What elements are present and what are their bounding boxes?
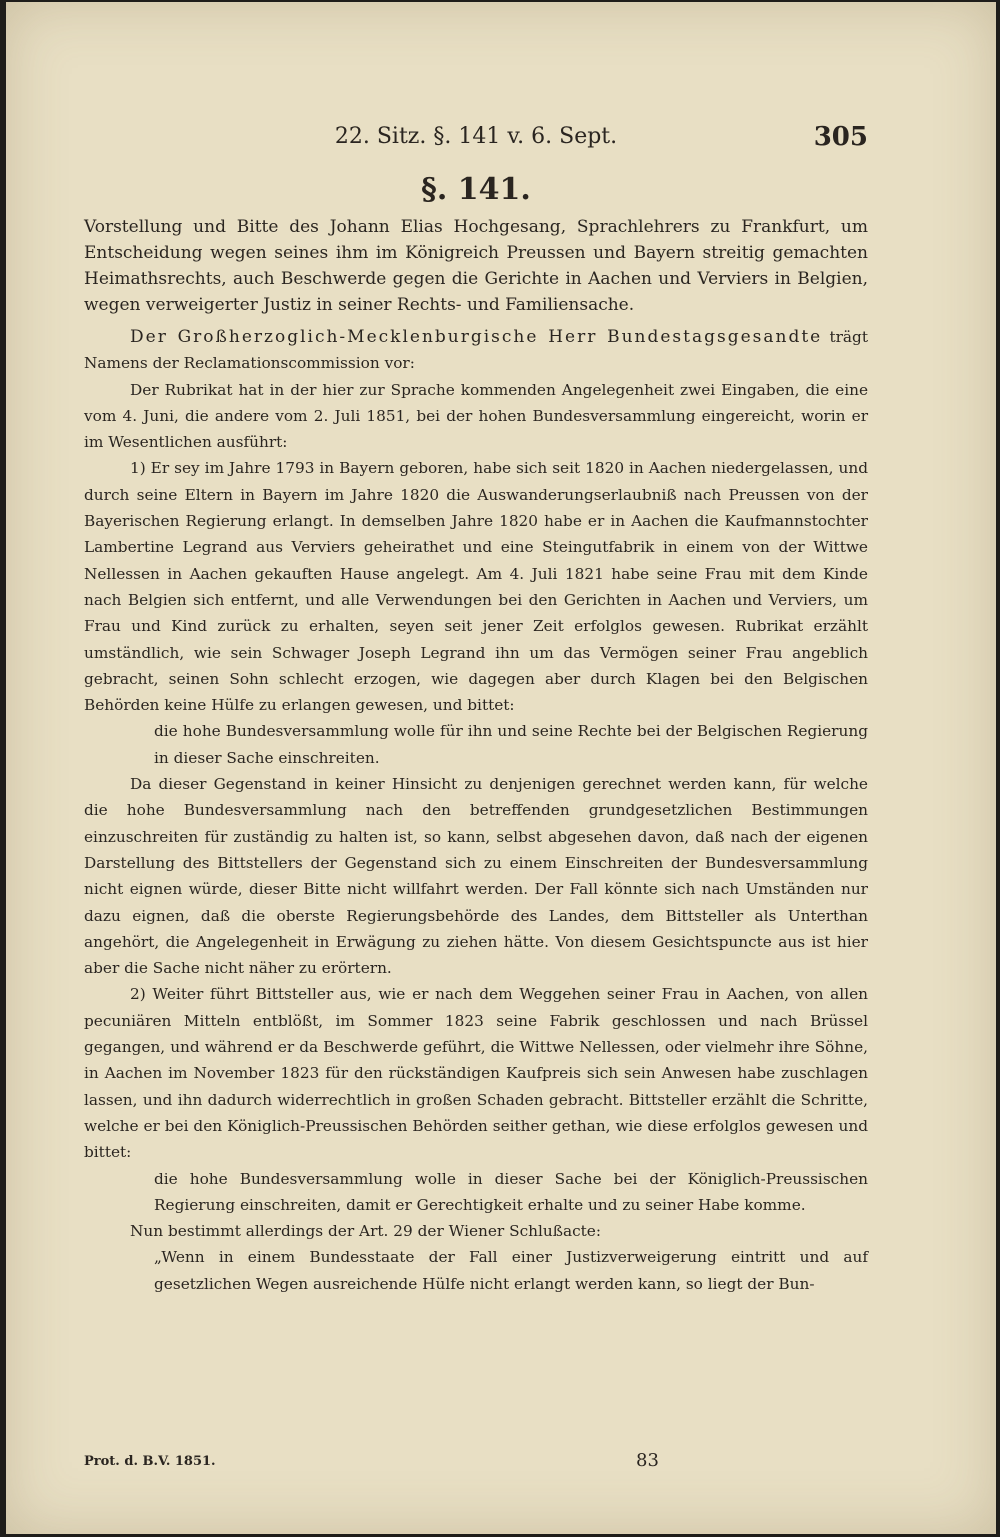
quote-2: die hohe Bundesversammlung wolle in dieser Sache bei der Königlich-Preussischen Regierung einschreiten, damit er Gerechtigkeit erhalte und zu seiner Habe komme. [154, 1169, 868, 1214]
section-title: §. 141. [421, 172, 531, 207]
document-page [6, 2, 996, 1534]
quote-1: die hohe Bundesversammlung wolle für ihn und seine Rechte bei der Belgischen Regierung in dieser Sache einschreiten. [154, 722, 868, 767]
paragraph-2: 1) Er sey im Jahre 1793 in Bayern geboren, habe sich seit 1820 in Aachen niedergelassen, und durch seine Eltern in Bayern im Jahre 1820 die Auswanderungserlaubniß nach Preussen von der Bayerischen Regierung erlangt. In demselben Jahre 1820 habe er in Aachen die Kaufmannstochter Lambertine Legrand aus Verviers geheirathet und eine Steingutfabrik in einem von der Wittwe Nellessen in Aachen gekauften Hause angelegt. Am 4. Juli 1821 habe seine Frau mit dem Kinde nach Belgien sich entfernt, und alle Verwendungen bei den Gerichten in Aachen und Verviers, um Frau und Kind zurück zu erhalten, seyen seit jener Zeit erfolglos gewesen. Rubrikat erzählt umständlich, wie sein Schwager Joseph Legrand ihn um das Vermögen seiner Frau angeblich gebracht, seinen Sohn schlecht erzogen, wie dagegen aber durch Klagen bei den Belgischen Behörden keine Hülfe zu erlangen gewesen, und bittet: [84, 459, 868, 715]
running-title: 22. Sitz. §. 141 v. 6. Sept. [334, 124, 618, 149]
page-footer [84, 1450, 868, 1476]
speaker-line [84, 324, 868, 377]
paragraph-4: 2) Weiter führt Bittsteller aus, wie er nach dem Weggehen seiner Frau in Aachen, von allen pecuniären Mitteln entblößt, im Sommer 1823 seine Fabrik geschlossen und nach Brüssel gegangen, und während er da Beschwerde geführt, die Wittwe Nellessen, oder vielmehr ihre Söhne, in Aachen im November 1823 für den rückständigen Kaufpreis sich sein Anwesen habe zuschlagen lassen, und ihn dadurch widerrechtlich in großen Schaden gebracht. Bittsteller erzählt die Schritte, welche er bei den Königlich-Preussischen Behörden seither gethan, wie diese erfolglos gewesen und bittet: [84, 985, 868, 1162]
page-number: 305 [813, 122, 868, 152]
lead-summary: Vorstellung und Bitte des Johann Elias Hochgesang, Sprachlehrers zu Frankfurt, um Entscheidung wegen seines ihm im Königreich Preussen und Bayern streitig gemachten Heimathsrechts, auch Beschwerde gegen die Gerichte in Aachen und Verviers in Belgien, wegen verweigerter Justiz in seiner Rechts- und Familiensache. [84, 217, 868, 315]
paragraph-5: Nun bestimmt allerdings der Art. 29 der Wiener Schlußacte: [130, 1222, 601, 1241]
paragraph-3: Da dieser Gegenstand in keiner Hinsicht zu denjenigen gerechnet werden kann, für welche die hohe Bundesversammlung nach den betreffenden grundgesetzlichen Bestimmungen einzuschreiten für zuständig zu halten ist, so kann, selbst abgesehen davon, daß nach der eigenen Darstellung des Bittstellers der Gegenstand sich zu einem Einschreiten der Bundesversammlung nicht eignen würde, dieser Bitte nicht willfahrt werden. Der Fall könnte sich nach Umständen nur dazu eignen, daß die oberste Regierungsbehörde des Landes, dem Bittsteller als Unterthan angehört, die Angelegenheit in Erwägung zu ziehen hätte. Von diesem Gesichtspuncte aus ist hier aber die Sache nicht näher zu erörtern. [84, 775, 868, 978]
document-body [84, 214, 868, 1297]
quote-3: „Wenn in einem Bundesstaate der Fall einer Justizverweigerung eintritt und auf gesetzlichen Wegen ausreichende Hülfe nicht erlangt werden kann, so liegt der Bun- [154, 1248, 868, 1293]
speaker-rest: trägt Namens der Reclamationscommission vor: [84, 328, 868, 373]
footer-signature: 83 [636, 1450, 659, 1471]
speaker-intro: Der Großherzoglich-Mecklenburgische Herr Bundestagsgesandte [130, 327, 823, 347]
footer-protocol: Prot. d. B.V. 1851. [84, 1454, 216, 1469]
page-header [84, 122, 868, 154]
paragraph-1: Der Rubrikat hat in der hier zur Sprache kommenden Angelegenheit zwei Eingaben, die eine vom 4. Juni, die andere vom 2. Juli 1851, bei der hohen Bundesversammlung eingereicht, worin er im Wesentlichen ausführt: [84, 380, 868, 452]
